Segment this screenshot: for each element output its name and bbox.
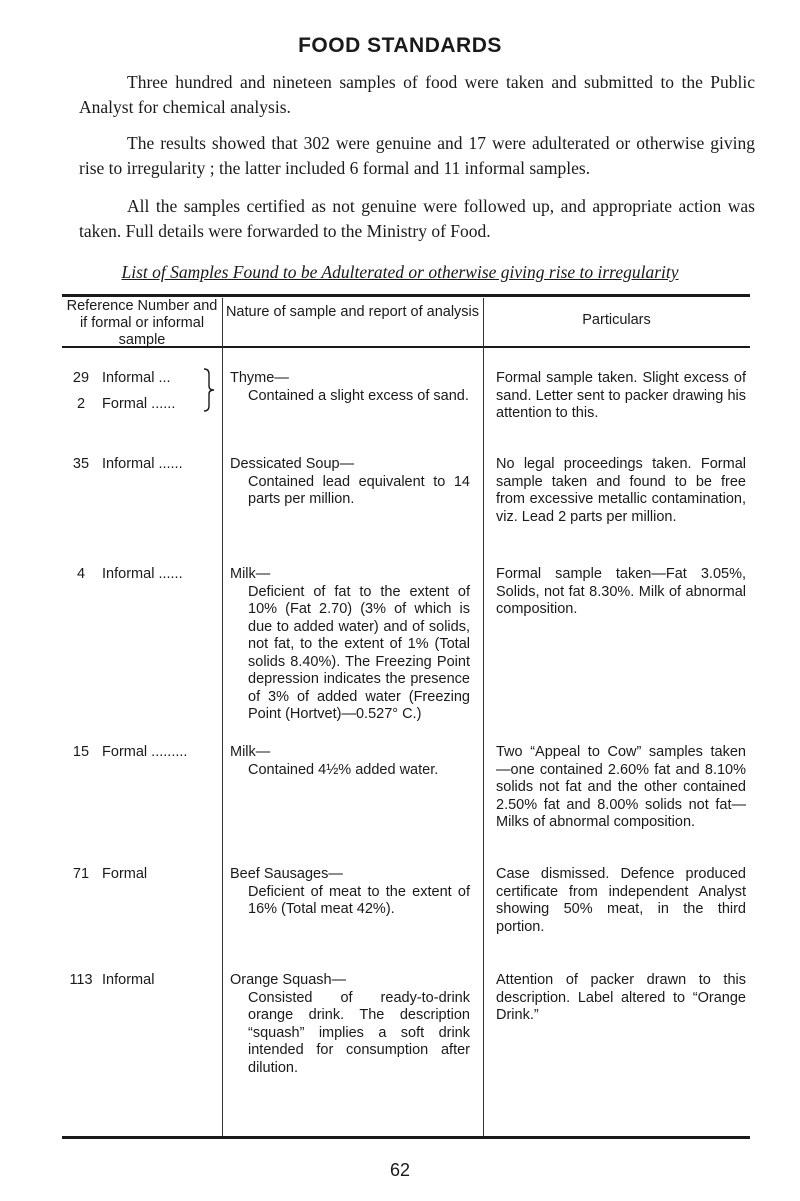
row-4-particulars: Two “Appeal to Cow” samples taken —one contained 2.60% fat and 8.10% solids not fat and the other contained 2.50% fat and 8.00% solids not fat—Milks of abnormal composition.	[496, 744, 746, 830]
header-nature: Nature of sample and report of analysis	[225, 304, 480, 320]
row-2-ref	[64, 456, 222, 474]
ref-type: Formal	[102, 866, 148, 882]
row-5-ref	[64, 866, 222, 884]
sample-name: Milk—	[230, 566, 271, 582]
paragraph-3: All the samples certified as not genuine were followed up, and appropriate action was taken. Full details were forwarded to the Ministry of Food.	[79, 196, 755, 241]
sample-name: Beef Sausages—	[230, 866, 343, 882]
ref-number: 4	[76, 566, 86, 582]
ref-number: 113	[69, 972, 93, 988]
row-1-nature	[230, 370, 470, 405]
right-brace-icon	[203, 368, 215, 412]
ref-number: 2	[76, 395, 86, 412]
row-4-reference	[64, 744, 222, 762]
column-divider-2	[483, 298, 484, 1136]
row-6-nature	[230, 972, 470, 1077]
analysis-report: Contained a slight excess of sand.	[248, 387, 469, 404]
analysis-report: Contained lead equivalent to 14 parts per million.	[248, 473, 470, 507]
page-title: FOOD STANDARDS	[298, 34, 502, 57]
ref-number: 29	[72, 370, 90, 386]
row-3-reference	[64, 566, 222, 584]
analysis-report: Deficient of meat to the extent of 16% (Total meat 42%).	[248, 883, 470, 917]
ref-number: 71	[72, 866, 90, 882]
row-6-reference	[64, 972, 222, 990]
list-title: List of Samples Found to be Adulterated or otherwise giving rise to irregularity	[121, 262, 679, 282]
row-2-reference	[64, 456, 222, 474]
paragraph-1: Three hundred and nineteen samples of food were taken and submitted to the Public Analyst for chemical analysis.	[79, 72, 755, 117]
analysis-report: Deficient of fat to the extent of 10% (Fat 2.70) (3% of which is due to added water) and of solids, not fat, to the extent of 1% (Total solids 8.40%). The Freezing Point depression indicates the presence of 3% of added water (Freezing Point (Hortvet)—0.527° C.)	[248, 583, 470, 722]
row-3-particulars: Formal sample taken—Fat 3.05%, Solids, not fat 8.30%. Milk of abnormal composition.	[496, 566, 746, 617]
row-5-reference	[64, 866, 222, 884]
row-1-ref-a	[64, 370, 222, 388]
sample-name: Orange Squash—	[230, 972, 347, 988]
ref-type: Informal ......	[102, 566, 183, 582]
row-1-ref-b	[64, 396, 222, 414]
row-5-nature	[230, 866, 470, 919]
row-4-ref	[64, 744, 222, 762]
ref-type: Informal ......	[102, 456, 183, 472]
ref-number: 35	[72, 456, 90, 472]
ref-type: Formal .........	[102, 744, 188, 760]
row-1-reference	[64, 370, 222, 413]
header-reference: Reference Number and if formal or informal sample	[66, 298, 218, 348]
row-5-particulars: Case dismissed. Defence produced certificate from independent Analyst showing 50% meat, in the third portion.	[496, 866, 746, 935]
table-bottom-rule	[62, 1136, 750, 1139]
row-2-nature	[230, 456, 470, 509]
ref-number: 15	[72, 744, 90, 760]
row-2-particulars: No legal proceedings taken. Formal sample taken and found to be free from excessive metallic contamination, viz. Lead 2 parts per million.	[496, 456, 746, 525]
ref-type: Formal ......	[102, 395, 176, 412]
analysis-report: Contained 4½% added water.	[248, 761, 439, 778]
row-3-nature	[230, 566, 470, 724]
sample-name: Milk—	[230, 744, 271, 760]
row-6-ref	[64, 972, 222, 990]
analysis-report: Consisted of ready-to-drink orange drink. The description “squash” implies a soft drink intended for consumption after dilution.	[248, 989, 470, 1076]
row-6-particulars: Attention of packer drawn to this description. Label altered to “Orange Drink.”	[496, 972, 746, 1023]
paragraph-2: The results showed that 302 were genuine and 17 were adulterated or otherwise giving rise to irregularity ; the latter included 6 formal and 11 informal samples.	[79, 133, 755, 178]
column-divider-1	[222, 298, 223, 1136]
row-3-ref	[64, 566, 222, 584]
sample-name: Thyme—	[230, 370, 289, 386]
ref-type: Informal	[102, 972, 155, 988]
row-4-nature	[230, 744, 470, 779]
ref-type: Informal ...	[102, 370, 171, 386]
page-number: 62	[389, 1160, 411, 1180]
sample-name: Dessicated Soup—	[230, 456, 355, 472]
row-1-particulars: Formal sample taken. Slight excess of sand. Letter sent to packer drawing his attention to this.	[496, 370, 746, 421]
header-particulars: Particulars	[582, 312, 651, 328]
